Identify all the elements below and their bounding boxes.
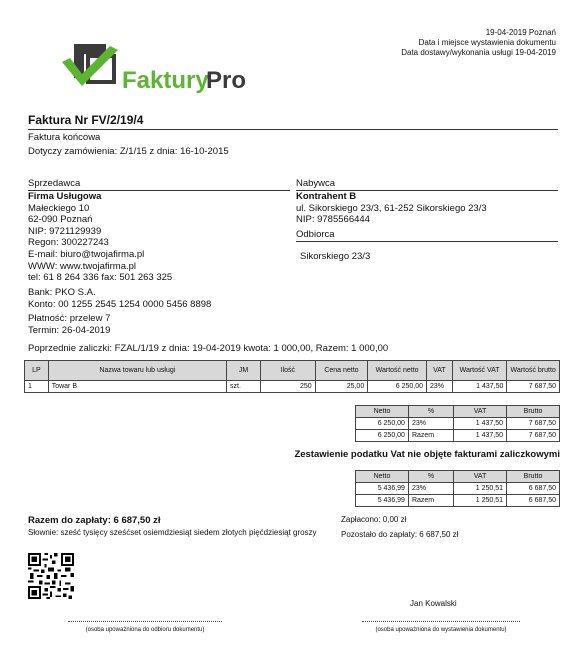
- advance-summary-table: [355, 470, 560, 507]
- advance-header-vat: VAT: [454, 471, 507, 483]
- cell-unit-price: 25,00: [315, 381, 368, 393]
- summary-gross: 7 687,50: [507, 418, 560, 430]
- advance-header-gross: Brutto: [507, 471, 560, 483]
- header-net-value: Wartość netto: [368, 361, 427, 381]
- table-row: [356, 483, 560, 495]
- table-row: [356, 418, 560, 430]
- receiver-signature-line: [68, 621, 222, 622]
- cell-qty: 250: [261, 381, 316, 393]
- table-row: [356, 495, 560, 507]
- cell-vat-rate: 23%: [426, 381, 452, 393]
- advance-gross: 6 687,50: [507, 483, 560, 495]
- items-header-row: [25, 361, 560, 381]
- header-vat-rate: VAT: [426, 361, 452, 381]
- cell-unit: szt.: [227, 381, 261, 393]
- qr-code-icon: [28, 553, 74, 599]
- buyer-name: Kontrahent B: [296, 191, 357, 202]
- advance-rate: Razem: [408, 495, 453, 507]
- seller-heading: Sprzedawca: [28, 178, 81, 189]
- summary-rate: Razem: [408, 430, 453, 442]
- company-logo: [60, 36, 260, 96]
- bank-block: [28, 287, 211, 310]
- cell-net-value: 6 250,00: [368, 381, 427, 393]
- advance-header-net: Netto: [356, 471, 409, 483]
- header-unit-price: Cena netto: [315, 361, 368, 381]
- amount-in-words: Słownie: sześć tysięcy sześćset osiemdziesiąt siedem złotych pięćdziesiąt groszy: [28, 528, 317, 537]
- bank-name: Bank: PKO S.A.: [28, 287, 96, 298]
- advance-gross: 6 687,50: [507, 495, 560, 507]
- payment-term: Termin: 26-04-2019: [28, 324, 111, 336]
- buyer-nip: NIP: 9785566444: [296, 214, 370, 226]
- cell-gross-value: 7 687,50: [507, 381, 560, 393]
- items-table: [24, 360, 560, 393]
- advance-net: 5 436,99: [356, 495, 409, 507]
- amount-paid: Zapłacono: 0,00 zł: [341, 515, 407, 524]
- invoice-type: Faktura końcowa: [28, 132, 101, 143]
- seller-nip: NIP: 9721129939: [28, 225, 102, 237]
- summary-header-vat: VAT: [454, 406, 507, 418]
- summary-net: 6 250,00: [356, 418, 409, 430]
- seller-street: Małeckiego 10: [28, 202, 90, 214]
- cell-vat-value: 1 437,50: [452, 381, 507, 393]
- seller-regon: Regon: 300227243: [28, 237, 109, 249]
- seller-email: E-mail: biuro@twojafirma.pl: [28, 248, 145, 260]
- recipient-divider: [296, 241, 558, 242]
- seller-name: Firma Usługowa: [28, 191, 102, 202]
- buyer-heading: Nabywca: [296, 178, 336, 189]
- summary-gross: 7 687,50: [507, 430, 560, 442]
- summary-vat: 1 437,50: [454, 430, 507, 442]
- recipient-address: Sikorskiego 23/3: [300, 251, 371, 262]
- delivery-date: Data dostawy/wykonania usługi 19-04-2019: [401, 48, 556, 57]
- summary-vat: 1 437,50: [454, 418, 507, 430]
- issuer-name: Jan Kowalski: [410, 599, 457, 608]
- seller-block: [28, 191, 288, 284]
- header-qty: Ilość: [261, 361, 316, 381]
- vat-summary-table: [355, 405, 560, 442]
- advance-vat: 1 250,51: [454, 495, 507, 507]
- recipient-heading: Odbiorca: [296, 229, 335, 240]
- seller-www: WWW: www.twojafirma.pl: [28, 260, 137, 272]
- cell-lp: 1: [25, 381, 49, 393]
- logo-icon: [60, 36, 260, 96]
- bank-account: Konto: 00 1255 2545 1254 0000 5456 8898: [28, 298, 212, 310]
- advance-net: 5 436,99: [356, 483, 409, 495]
- table-row: [356, 430, 560, 442]
- table-row: [25, 381, 560, 393]
- title-divider: [28, 129, 558, 130]
- total-to-pay: Razem do zapłaty: 6 687,50 zł: [28, 515, 161, 526]
- seller-tel: tel: 61 8 264 336 fax: 501 263 325: [28, 272, 173, 284]
- advance-header-row: [356, 471, 560, 483]
- amount-remaining: Pozostało do zapłaty: 6 687,50 zł: [341, 530, 459, 539]
- advance-vat: 1 250,51: [454, 483, 507, 495]
- advance-rate: 23%: [408, 483, 453, 495]
- issue-info: [401, 28, 556, 58]
- logo-text: Faktury: [122, 67, 209, 94]
- summary-rate: 23%: [408, 418, 453, 430]
- header-gross-value: Wartość brutto: [507, 361, 560, 381]
- summary-header-gross: Brutto: [507, 406, 560, 418]
- cell-name: Towar B: [48, 381, 226, 393]
- summary-net: 6 250,00: [356, 430, 409, 442]
- receiver-caption: (osoba upoważniona do odbioru dokumentu): [85, 627, 205, 633]
- svg-text:Pro: Pro: [206, 67, 247, 94]
- issue-date-place: 19-04-2019 Poznań: [485, 28, 556, 37]
- invoice-title: Faktura Nr FV/2/19/4: [28, 113, 144, 127]
- payment-block: [28, 313, 110, 336]
- issue-label: Data i miejsce wystawienia dokumentu: [418, 38, 556, 47]
- header-lp: LP: [25, 361, 49, 381]
- issuer-signature-line: [362, 621, 520, 622]
- seller-city: 62-090 Poznań: [28, 214, 93, 226]
- header-unit: JM: [227, 361, 261, 381]
- summary-header-row: [356, 406, 560, 418]
- advance-header-rate: %: [408, 471, 453, 483]
- header-name: Nazwa towaru lub usługi: [48, 361, 226, 381]
- payment-method: Płatność: przelew 7: [28, 313, 111, 324]
- previous-advances: Poprzednie zaliczki: FZAL/1/19 z dnia: 19-04-2019 kwota: 1 000,00, Razem: 1 000,00: [28, 343, 389, 354]
- buyer-block: [296, 191, 487, 226]
- order-ref: Dotyczy zamówienia: Z/1/15 z dnia: 16-10-2015: [28, 146, 229, 157]
- buyer-address: ul. Sikorskiego 23/3, 61-252 Sikorskiego 23/3: [296, 202, 487, 214]
- advance-summary-title: Zestawienie podatku Vat nie objęte fakturami zaliczkowymi: [294, 449, 560, 460]
- summary-header-net: Netto: [356, 406, 409, 418]
- header-vat-value: Wartość VAT: [452, 361, 507, 381]
- issuer-caption: (osoba upoważniona do wystawienia dokumentu): [375, 627, 507, 633]
- summary-header-rate: %: [408, 406, 453, 418]
